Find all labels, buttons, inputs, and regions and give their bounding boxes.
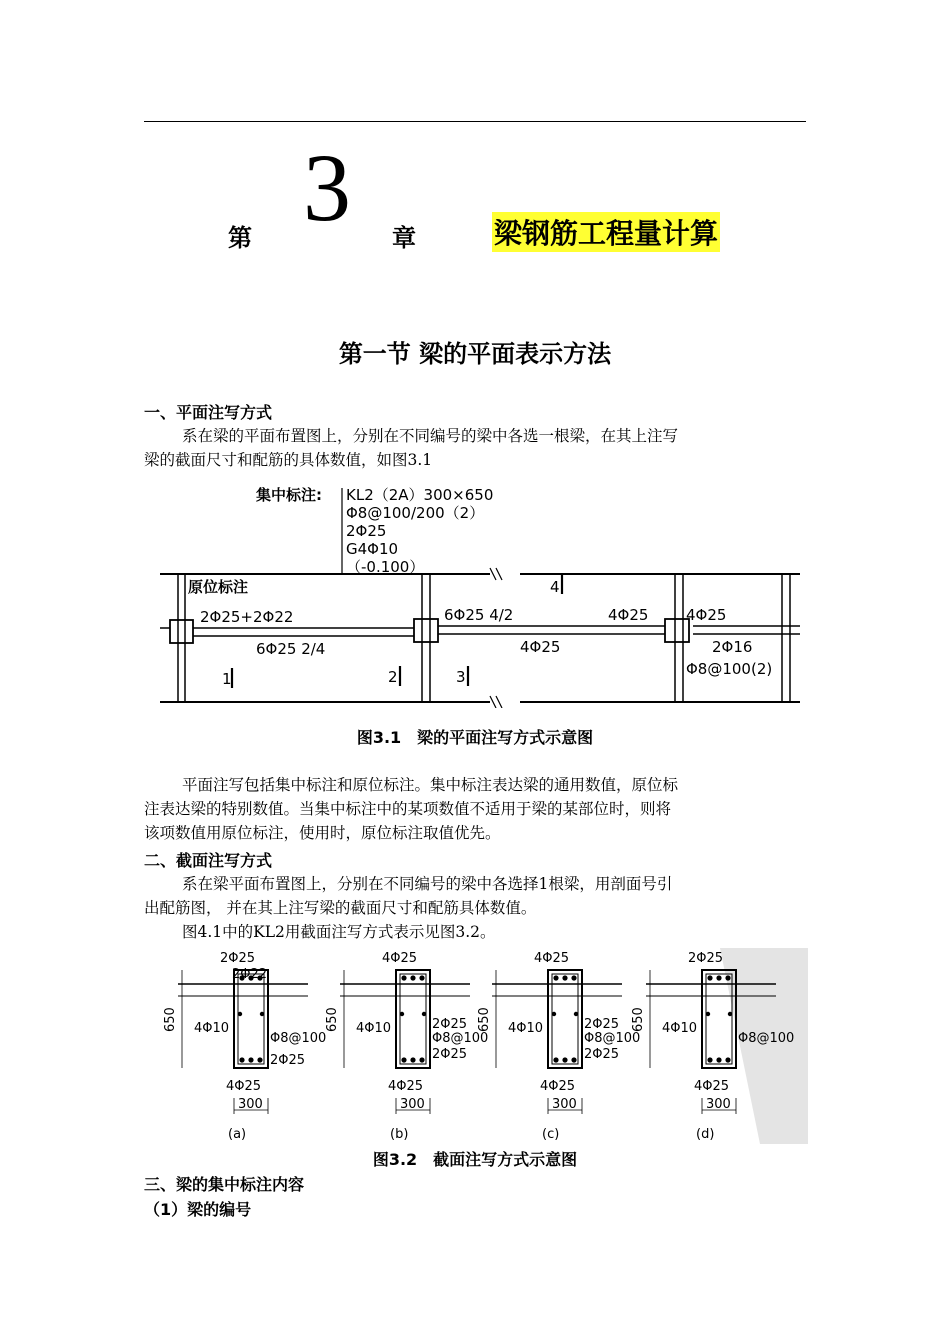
dimension-height: 650 xyxy=(163,1007,178,1032)
paragraph-3 xyxy=(144,872,808,944)
label-centralized: 集中标注: xyxy=(256,486,322,504)
rebar-side xyxy=(706,1012,710,1016)
paragraph-2 xyxy=(144,773,808,845)
stirrup xyxy=(400,974,426,1064)
label-side-bars: G4Φ10 xyxy=(346,540,399,558)
subheading-beam-number: （1）梁的编号 xyxy=(144,1200,252,1219)
paragraph-1 xyxy=(144,424,808,472)
label-side-bars: 4Φ10 xyxy=(508,1021,544,1036)
rebar-top xyxy=(716,975,721,980)
heading-2: 二、截面注写方式 xyxy=(144,851,273,870)
label-a8: Φ8@100(2) xyxy=(686,660,773,678)
figure-beam-sections xyxy=(160,948,808,1144)
label-top-bars: 2Φ25 xyxy=(346,522,387,540)
rebar-bottom xyxy=(239,1057,244,1062)
dimension-height: 650 xyxy=(325,1007,340,1032)
rebar-side xyxy=(552,1012,556,1016)
label-mid-bars-2: 2Φ25 xyxy=(432,1047,468,1062)
dimension-height: 650 xyxy=(631,1007,646,1032)
dimension-width: 300 xyxy=(552,1097,577,1112)
rebar-side xyxy=(422,1012,426,1016)
rebar-side xyxy=(574,1012,578,1016)
rebar-bottom xyxy=(725,1057,730,1062)
dimension-width: 300 xyxy=(706,1097,731,1112)
chapter-title: 梁钢筋工程量计算 xyxy=(492,212,720,252)
rebar-side xyxy=(400,1012,404,1016)
rebar-bottom xyxy=(562,1057,567,1062)
label-a7: 2Φ16 xyxy=(712,638,753,656)
rebar-top xyxy=(401,975,406,980)
chapter-suffix: 章 xyxy=(392,224,416,252)
rebar-side xyxy=(728,1012,732,1016)
label-a4: 4Φ25 xyxy=(608,606,649,624)
paragraph-3-line-3: 图4.1中的KL2用截面注写方式表示见图3.2。 xyxy=(182,923,496,941)
heading-3: 三、梁的集中标注内容 xyxy=(144,1175,305,1194)
label-a2: 6Φ25 2/4 xyxy=(256,640,326,658)
section-letter: (b) xyxy=(390,1127,409,1142)
section-mark-3: 3 xyxy=(456,668,466,686)
rebar-side xyxy=(260,1012,264,1016)
paragraph-3-line-1: 系在梁平面布置图上，分别在不同编号的梁中各选择1根梁，用剖面号引 xyxy=(182,875,673,893)
rebar-top xyxy=(725,975,730,980)
label-side-bars: 4Φ10 xyxy=(356,1021,392,1036)
section-mark-1: 1 xyxy=(222,670,232,688)
rebar-bottom xyxy=(248,1057,253,1062)
section-letter: (d) xyxy=(696,1127,715,1142)
section-letter: (a) xyxy=(228,1127,247,1142)
rebar-top xyxy=(571,975,576,980)
rebar-top xyxy=(707,975,712,980)
label-a3: 6Φ25 4/2 xyxy=(444,606,514,624)
section-title: 第一节 梁的平面表示方法 xyxy=(338,340,612,368)
paragraph-2-line-1: 平面注写包括集中标注和原位标注。集中标注表达梁的通用数值，原位标 xyxy=(182,776,679,794)
label-top-bars: 4Φ25 xyxy=(534,951,570,966)
rebar-bottom xyxy=(410,1057,415,1062)
chapter-heading xyxy=(0,134,950,260)
label-top-bars: 4Φ25 xyxy=(382,951,418,966)
rebar-top xyxy=(553,975,558,980)
column xyxy=(414,619,438,642)
chapter-prefix: 第 xyxy=(228,224,252,252)
rebar-bottom xyxy=(716,1057,721,1062)
rebar-side xyxy=(238,1012,242,1016)
top-rule xyxy=(144,121,806,122)
label-in-situ: 原位标注 xyxy=(188,578,249,596)
section-mark-2: 2 xyxy=(388,668,398,686)
paragraph-1-line-2: 梁的截面尺寸和配筋的具体数值，如图3.1 xyxy=(144,451,433,469)
label-mid-bars-2: 2Φ25 xyxy=(584,1047,620,1062)
label-mid-bars: 2Φ25 xyxy=(584,1017,620,1032)
figure-1-caption: 图3.1 梁的平面注写方式示意图 xyxy=(356,728,594,747)
dimension-width: 300 xyxy=(400,1097,425,1112)
label-a5: 4Φ25 xyxy=(520,638,561,656)
paragraph-2-line-3: 该项数值用原位标注，使用时，原位标注取值优先。 xyxy=(144,824,501,842)
heading-1: 一、平面注写方式 xyxy=(144,403,273,422)
rebar-bottom xyxy=(571,1057,576,1062)
figure-2-caption: 图3.2 截面注写方式示意图 xyxy=(372,1150,578,1169)
label-beam-id: KL2（2A）300×650 xyxy=(346,486,494,504)
label-bottom-bars-2: 4Φ25 xyxy=(388,1079,424,1094)
beam-section xyxy=(234,970,268,1068)
stirrup xyxy=(238,974,264,1064)
label-stirrup: Φ8@100 xyxy=(270,1031,327,1046)
label-elevation: （-0.100） xyxy=(346,558,425,576)
label-top-bars: 2Φ25 xyxy=(220,951,256,966)
paragraph-3-line-2: 出配筋图， 并在其上注写梁的截面尺寸和配筋具体数值。 xyxy=(144,899,537,917)
rebar-bottom xyxy=(553,1057,558,1062)
stirrup xyxy=(552,974,578,1064)
break-mark xyxy=(490,696,502,708)
label-stirrup: Φ8@100 xyxy=(584,1031,641,1046)
dimension-height: 650 xyxy=(477,1007,492,1032)
label-side-bars: 4Φ10 xyxy=(194,1021,230,1036)
beam-section xyxy=(548,970,582,1068)
break-mark xyxy=(490,568,502,580)
label-bottom-bars: 2Φ25 xyxy=(270,1053,306,1068)
label-mid-bars: 2Φ25 xyxy=(432,1017,468,1032)
label-a6: 4Φ25 xyxy=(686,606,727,624)
label-top-bars-2: 2Φ22 xyxy=(232,967,268,982)
rebar-bottom xyxy=(419,1057,424,1062)
column xyxy=(170,620,193,643)
label-bottom-bars-2: 4Φ25 xyxy=(226,1079,262,1094)
rebar-bottom xyxy=(257,1057,262,1062)
label-top-bars: 2Φ25 xyxy=(688,951,724,966)
figure-beam-plan xyxy=(160,478,800,708)
rebar-top xyxy=(419,975,424,980)
background-shading xyxy=(720,948,808,1144)
label-a1: 2Φ25+2Φ22 xyxy=(200,608,294,626)
rebar-top xyxy=(562,975,567,980)
rebar-bottom xyxy=(707,1057,712,1062)
beam-section xyxy=(396,970,430,1068)
label-stirrup: Φ8@100/200（2） xyxy=(346,504,485,522)
label-stirrup: Φ8@100 xyxy=(738,1031,795,1046)
dimension-width: 300 xyxy=(238,1097,263,1112)
paragraph-2-line-2: 注表达梁的特别数值。当集中标注中的某项数值不适用于梁的某部位时，则将 xyxy=(144,800,672,818)
section-mark-4: 4 xyxy=(550,578,560,596)
chapter-number: 3 xyxy=(303,134,351,241)
section-letter: (c) xyxy=(542,1127,560,1142)
paragraph-1-line-1: 系在梁的平面布置图上，分别在不同编号的梁中各选一根梁，在其上注写 xyxy=(182,427,679,445)
label-stirrup: Φ8@100 xyxy=(432,1031,489,1046)
label-side-bars: 4Φ10 xyxy=(662,1021,698,1036)
rebar-bottom xyxy=(401,1057,406,1062)
rebar-top xyxy=(410,975,415,980)
label-bottom-bars-2: 4Φ25 xyxy=(694,1079,730,1094)
label-bottom-bars-2: 4Φ25 xyxy=(540,1079,576,1094)
